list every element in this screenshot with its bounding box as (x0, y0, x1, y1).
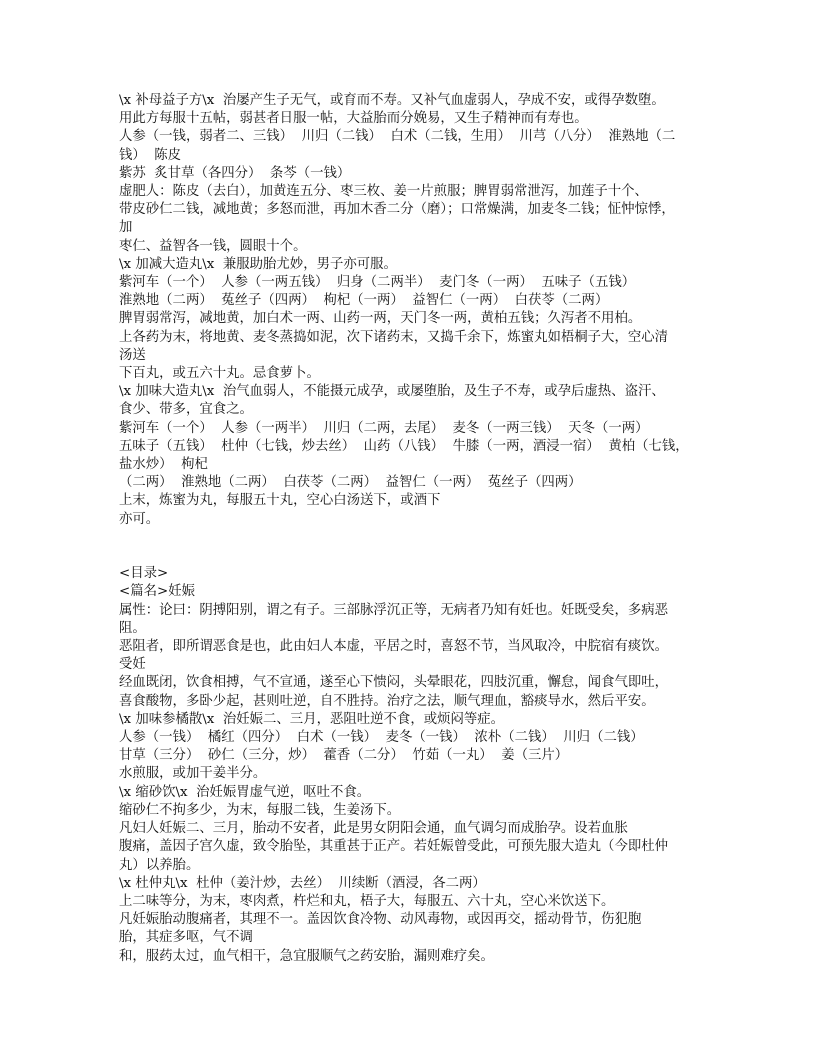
text-line: 食少、带多，宜食之。 (119, 402, 253, 418)
blank-line (119, 529, 699, 547)
text-line: 上各药为末，将地黄、麦冬蒸捣如泥，次下诸药末，又捣千余下，炼蜜丸如梧桐子大，空心清 (119, 329, 669, 345)
text-line: 甘草（三分） 砂仁（三分，炒） 藿香（二分） 竹茹（一丸） 姜（三片） (119, 748, 569, 764)
text-line: 上末，炼蜜为丸，每服五十丸，空心白汤送下，或酒下 (119, 493, 441, 509)
text-line: 腹痛，盖因子宫久虚，致令胎坠，其重甚于正产。若妊娠曾受此，可预先服大造丸（今即杜仲 (119, 839, 669, 855)
text-line: 凡妇人妊娠二、三月，胎动不安者，此是男女阴阳会通，血气调匀而成胎孕。设若血胀 (119, 821, 628, 837)
text-line: \x 缩砂饮\x 治妊娠胃虚气逆，呕吐不食。 (119, 784, 371, 800)
section-title: <篇名>妊娠 (119, 584, 196, 600)
text-line: \x 加味大造丸\x 治气血弱人，不能摄元成孕，或屡堕胎，及生子不寿，或孕后虚热、盗汗、 (119, 384, 665, 400)
text-line: 五味子（五钱） 杜仲（七钱，炒去丝） 山药（八钱） 牛膝（一两，酒浸一宿） 黄柏（七钱， (119, 438, 689, 454)
text-line: 凡妊娠胎动腹痛者，其理不一。盖因饮食冷物、动风毒物，或因再交，摇动骨节，伤犯胞 (119, 912, 642, 928)
text-line: 紫河车（一个） 人参（一两五钱） 归身（二两半） 麦门冬（一两） 五味子（五钱） (119, 275, 636, 291)
text-line: 上二味等分，为末，枣肉煮，杵烂和丸，梧子大，每服五、六十丸，空心米饮送下。 (119, 893, 615, 909)
blank-line (119, 547, 699, 565)
text-line: （二两） 淮熟地（二两） 白茯苓（二两） 益智仁（一两） 菟丝子（四两） (119, 475, 582, 491)
text-line: 脾胃弱常泻，减地黄，加白术一两、山药一两，天门冬一两，黄柏五钱；久泻者不用柏。 (119, 311, 642, 327)
text-line: 和，服药太过，血气相干，急宜服顺气之药安胎，漏则难疗矣。 (119, 948, 494, 964)
text-line: 用此方每服十五帖，弱甚者日服一帖，大益胎而分娩易，又生子精神而有寿也。 (119, 111, 588, 127)
text-line: 盐水炒） 枸杞 (119, 457, 208, 473)
text-line: 汤送 (119, 347, 146, 363)
text-line: 经血既闭，饮食相搏，气不宣通，遂至心下愦闷，头晕眼花，四肢沉重，懈怠，闻食气即吐， (119, 675, 669, 691)
text-line: 枣仁、益智各一钱，圆眼十个。 (119, 238, 307, 254)
text-line: 恶阻者，即所谓恶食是也，此由妇人本虚，平居之时，喜怒不节，当风取冷，中脘宿有痰饮。 (119, 639, 669, 655)
text-line: 带皮砂仁二钱，减地黄；多怒而泄，再加木香二分（磨）；口常燥满，加麦冬二钱；怔忡惊悸， (119, 202, 675, 218)
text-line: 紫河车（一个） 人参（一两半） 川归（二两，去尾） 麦冬（一两三钱） 天冬（一两） (119, 420, 649, 436)
text-line: \x 杜仲丸\x 杜仲（姜汁炒，去丝） 川续断（酒浸，各二两） (119, 875, 486, 891)
text-line: 亦可。 (119, 511, 160, 527)
text-line: 淮熟地（二两） 菟丝子（四两） 枸杞（一两） 益智仁（一两） 白茯苓（二两） (119, 293, 609, 309)
document-page (119, 92, 699, 966)
text-line: 虚肥人：陈皮（去白），加黄连五分、枣三枚、姜一片煎服；脾胃弱常泄泻，加莲子十个、 (119, 184, 648, 200)
text-line: 下百丸，或五六十丸。忌食萝卜。 (119, 366, 320, 382)
text-line: 加 (119, 220, 133, 236)
text-line: 属性：论曰：阴搏阳别，谓之有子。三部脉浮沉正等，无病者乃知有妊也。妊既受矣，多病恶 (119, 602, 669, 618)
section-toc-marker: <目录> (119, 566, 169, 582)
text-line: \x 加味参橘散\x 治妊娠二、三月，恶阻吐逆不食，或烦闷等症。 (119, 711, 505, 727)
text-line: 胎，其症多呕，气不调 (119, 930, 253, 946)
text-line: 缩砂仁不拘多少，为末，每服二钱，生姜汤下。 (119, 802, 401, 818)
text-line: 丸）以养胎。 (119, 857, 200, 873)
text-line: 喜食酸物，多卧少起，甚则吐逆，自不胜持。治疗之法，顺气理血，豁痰导水，然后平安。 (119, 693, 655, 709)
text-line: \x 加减大造丸\x 兼服助胎尤妙，男子亦可服。 (119, 256, 397, 272)
text-line: 水煎服，或加干姜半分。 (119, 766, 267, 782)
text-line: \x 补母益子方\x 治屡产生子无气，或育而不寿。又补气血虚弱人，孕成不安，或得孕数堕。 (119, 93, 665, 108)
text-line: 紫苏 炙甘草（各四分） 条芩（一钱） (119, 165, 351, 181)
text-line: 钱） 陈皮 (119, 147, 182, 163)
text-line: 受妊 (119, 657, 146, 673)
text-line: 阻。 (119, 620, 146, 636)
text-line: 人参（一钱，弱者二、三钱） 川归（二钱） 白术（二钱，生用） 川芎（八分） 淮熟地（二 (119, 129, 676, 145)
text-line: 人参（一钱） 橘红（四分） 白术（一钱） 麦冬（一钱） 浓朴（二钱） 川归（二钱） (119, 730, 644, 746)
